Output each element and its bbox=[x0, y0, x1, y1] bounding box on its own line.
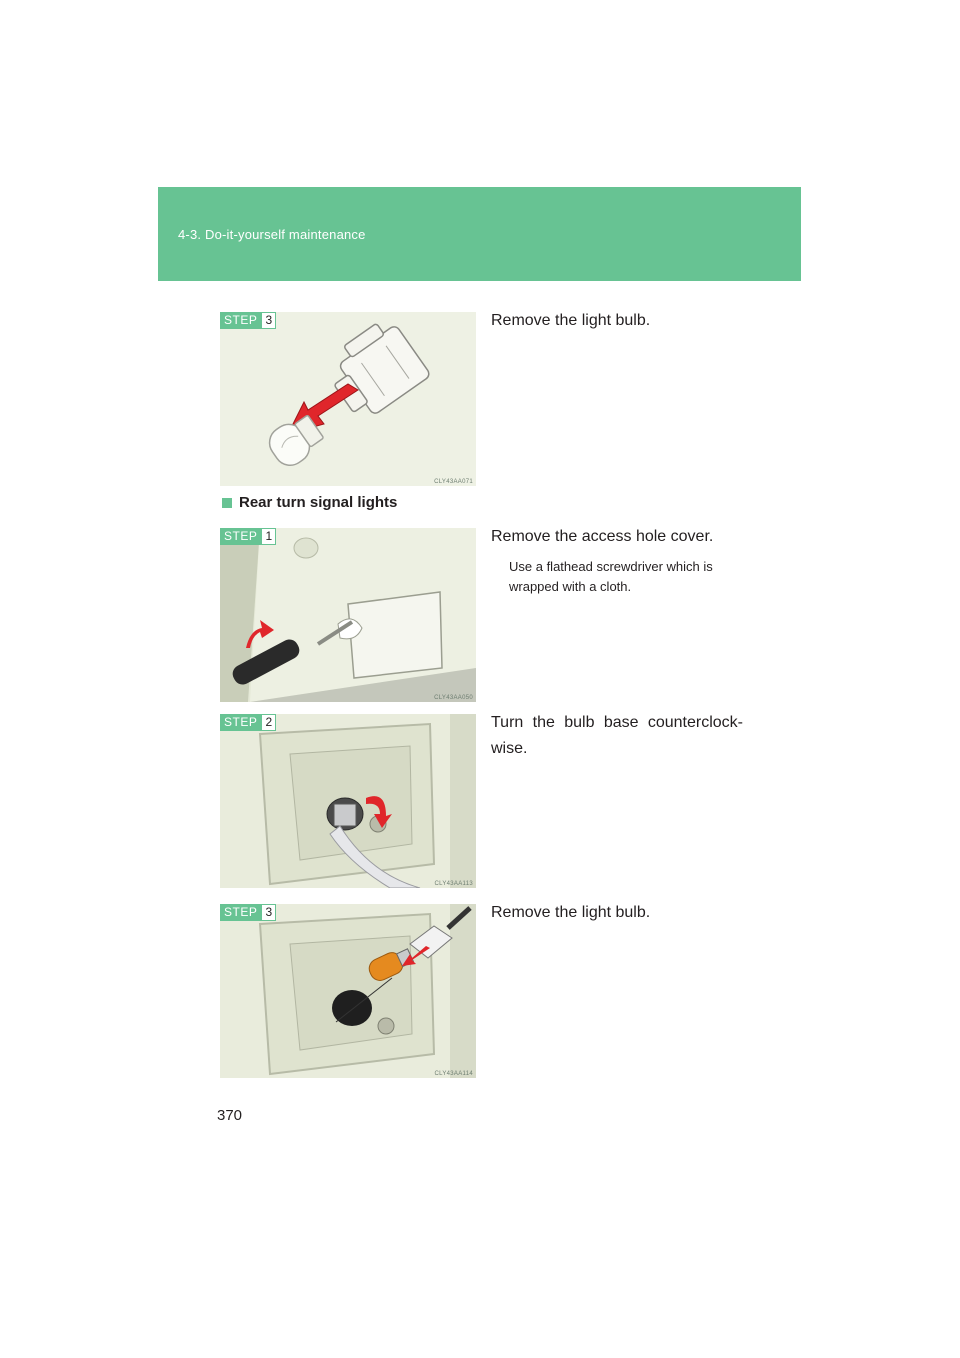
figure-code: CLY43AA071 bbox=[434, 479, 473, 485]
step-badge: STEP 3 bbox=[220, 904, 276, 921]
instruction-text: Turn the bulb base counterclock-wise. bbox=[491, 714, 743, 757]
instruction-text: Remove the access hole cover. bbox=[491, 528, 714, 545]
access-cover-illustration bbox=[220, 528, 476, 702]
figure-step-3-bulb bbox=[220, 312, 476, 486]
instruction-text: Remove the light bulb. bbox=[491, 312, 651, 329]
remove-bulb-illustration bbox=[220, 904, 476, 1078]
step-badge: STEP 1 bbox=[220, 528, 276, 545]
step-badge: STEP 3 bbox=[220, 312, 276, 329]
step-badge: STEP 2 bbox=[220, 714, 276, 731]
figure-step-1-access-cover bbox=[220, 528, 476, 702]
header-band bbox=[158, 187, 801, 281]
figure-code: CLY43AA113 bbox=[434, 881, 473, 887]
subsection-heading: Rear turn signal lights bbox=[222, 494, 397, 511]
figure-code: CLY43AA050 bbox=[434, 695, 473, 701]
bulb-socket-illustration bbox=[220, 312, 476, 486]
figure-code: CLY43AA114 bbox=[434, 1071, 473, 1077]
section-title: 4-3. Do-it-yourself maintenance bbox=[178, 227, 366, 242]
note-text: Use a flathead screwdriver which is wrapped with a cloth. bbox=[509, 559, 713, 594]
instruction-text: Remove the light bulb. bbox=[491, 904, 651, 921]
square-bullet-icon bbox=[222, 498, 232, 508]
page-number: 370 bbox=[217, 1107, 243, 1124]
figure-step-3-remove-bulb bbox=[220, 904, 476, 1078]
figure-step-2-turn-base bbox=[220, 714, 476, 888]
turn-base-illustration bbox=[220, 714, 476, 888]
